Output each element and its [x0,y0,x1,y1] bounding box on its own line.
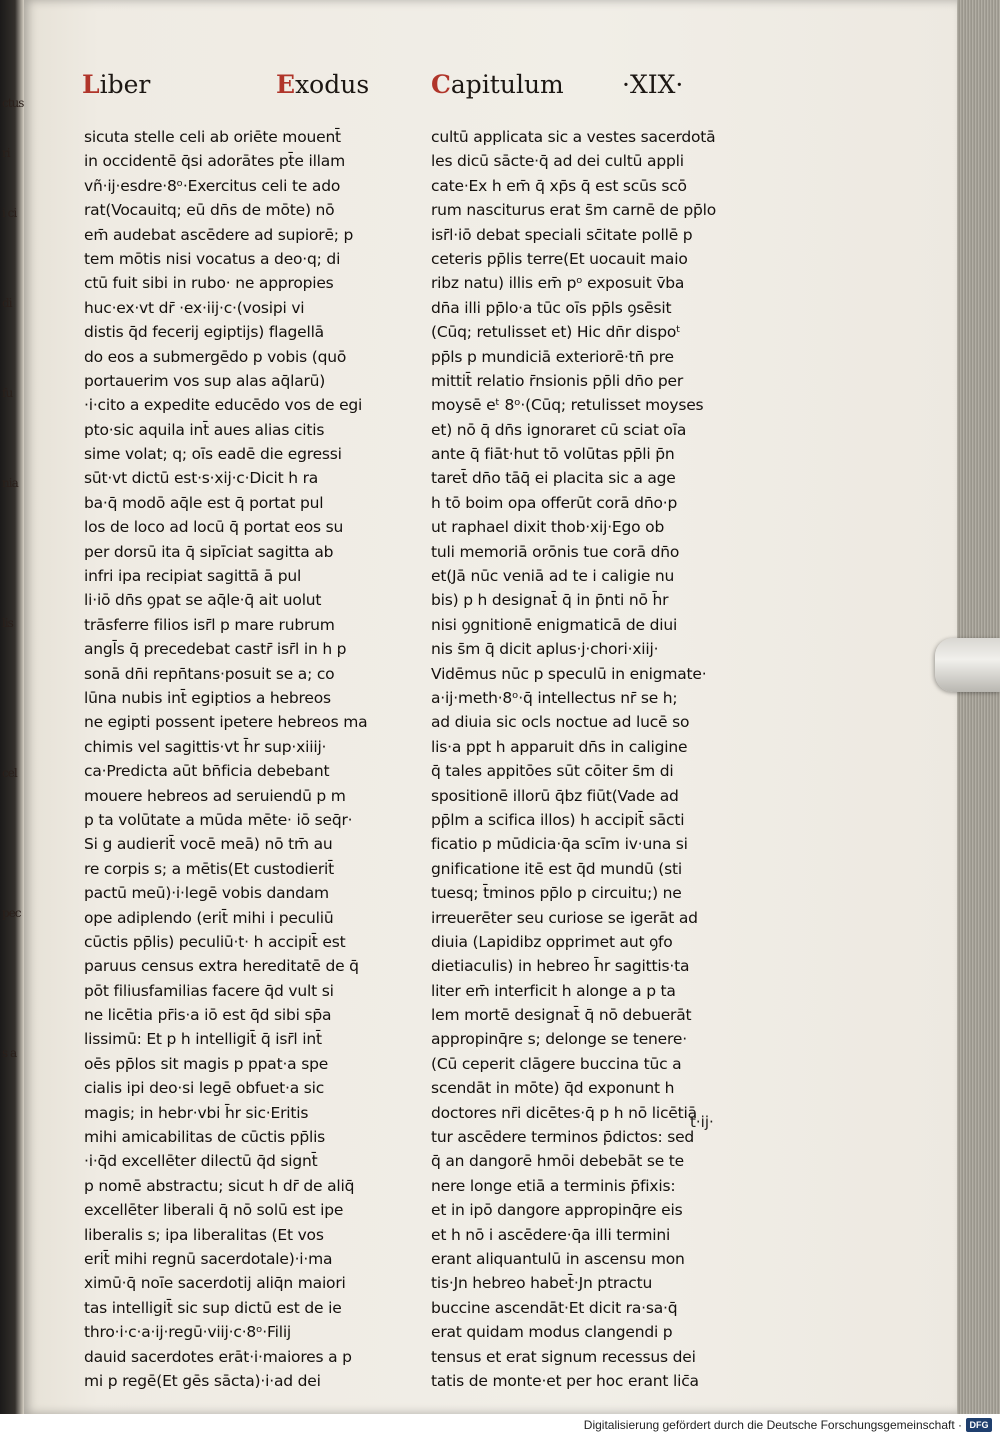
text-line: (Cū ceperit clāgere buccina tūc a [431,1054,682,1073]
text-line: lis·a ppt h apparuit dn̄s in caligine [431,737,688,756]
text-line: lūna nubis int̄ egiptios a hebreos [84,688,331,707]
fragment: s a [2,1046,17,1060]
text-line: p ta volūtate a mūda mēte· iō seq̄r· [84,810,353,829]
text-line: oēs pp̄los sit magis p ppat·a spe [84,1054,329,1073]
text-line: dietiaculis) in hebreo h̄r sagittis·ta [431,957,690,976]
text-line: chimis vel sagittis·vt h̄r sup·xiiij· [84,737,327,756]
text-line: ope adiplendo (erit̄ mihi i peculiū [84,908,334,927]
text-line: p nomē abstractu; sicut h dr̄ de aliq̄ [84,1176,355,1195]
text-line: trāsferre filios isr̄l p mare rubrum [84,615,335,634]
text-line: q̄ tales appitōes sūt cōiter s̄m di [431,762,674,781]
head-liber-text: iber [99,70,151,99]
text-line: portauerim vos sup alas aq̄larū) [84,371,326,390]
text-line: nere longe etiā a terminis p̄fixis: [431,1176,676,1195]
text-line: dauid sacerdotes erāt·i·maiores a p [84,1347,352,1366]
text-line: ne egipti possent ipetere hebreos ma [84,713,368,732]
text-line: vñ·ij·esdre·8ᵒ·Exercitus celi te ado [84,176,341,195]
text-line: mi p regē(Et gēs sācta)·i·ad dei [84,1371,321,1390]
text-line: isr̄l·iō debat speciali sc̄itate pollē p [431,225,693,244]
chapter-number: ·XIX· [622,70,684,99]
text-line: rum nasciturus erat s̄m carnē de pp̄lo [431,201,717,220]
fragment: nia [2,476,18,490]
rubric-initial: E [276,70,296,99]
text-line: excellēter liberali q̄ nō solū est ipe [84,1201,344,1220]
text-line: huc·ex·vt dr̄ ·ex·iij·c·(vosipi vi [84,298,305,317]
text-line: ximū·q̄ noīe sacerdotij aliq̄n maiori [84,1274,346,1293]
text-column-right [431,125,736,1393]
text-line: los de loco ad locū q̄ portat eos su [84,518,344,537]
text-line: ca·Predicta aūt bn̄ficia debebant [84,762,330,781]
text-line: irreuerēter seu curiose se igerāt ad [431,908,698,927]
head-book-text: Exodus [276,70,370,99]
text-line: sicuta stelle celi ab oriēte mouent̄ [84,128,341,146]
text-line: nisi ꝯgnitionē enigmaticā de diui [431,615,678,634]
text-line: ad diuia sic ocls noctue ad lucē so [431,713,690,732]
text-line: ·i·cito a expedite educēdo vos de egi [84,396,363,415]
text-line: erat quidam modus clangendi p [431,1323,673,1342]
text-line: erant aliquantulū in ascensu mon [431,1249,685,1268]
text-line: cialis ipi deo·si legē obfuet·a sic [84,1079,325,1098]
text-line: et h nō i ascēdere·q̄a illi termini [431,1225,671,1244]
text-line: distis q̄d fecerij egiptijs) flagellā [84,323,324,342]
text-line: tensus et erat signum recessus dei [431,1347,696,1366]
text-line: doctores nr̄i dicētes·q̄ p h nō licētiā [431,1103,697,1122]
text-line: liberalis s; ipa liberalitas (Et vos [84,1225,324,1244]
text-line: Si g audierit̄ vocē meā) nō tm̄ au [84,835,333,854]
text-line: cūctis pp̄lis) peculiū·t· h accipit̄ est [84,932,346,951]
text-line: pōt filiusfamilias facere q̄d vult si [84,981,334,1000]
text-line: appropinq̄re s; delonge se tenere· [431,1030,687,1049]
text-line: liter em̄ interficit h alonge a p ta [431,981,676,1000]
text-line: ficatio p mūdicia·q̄a scīm iv·una si [431,835,688,854]
text-line: ut raphael dixit thob·xij·Ego ob [431,518,665,537]
text-line: re corpis s; a mētis(Et custodierit̄ [84,859,335,878]
text-line: ceteris pp̄lis terre(Et uocauit maio [431,249,688,268]
text-line: lissimū: Et p h intelligit̄ q̄ isr̄l int̄ [84,1030,322,1049]
text-line: ba·q̄ modō aq̄le est q̄ portat pul [84,493,324,512]
page-clip-tab [935,638,1000,692]
text-line: Vidēmus nūc p speculū in enigmate· [431,664,707,683]
text-line: pp̄ls p mundiciā exteriorē·tn̄ pre [431,347,674,366]
text-line: cultū applicata sic a vestes sacerdotā [431,128,716,146]
fragment: ctus [2,96,24,110]
text-line: ante q̄ fiāt·hut tō volūtas pp̄li p̄n [431,445,675,464]
text-line: pp̄lm a scifica illos) h accipit̄ sācti [431,810,685,829]
fragment: di [2,296,12,310]
text-line: tuesq; t̄minos pp̄lo p circuitu;) ne [431,884,682,903]
text-line: do eos a submergēdo p vobis (quō [84,347,347,366]
text-line: mihi amicabilitas de cūctis pp̄lis [84,1128,326,1147]
text-line: sūt·vt dictū est·s·xij·c·Dicit h ra [84,469,319,488]
text-line: les dicū sācte·q̄ ad dei cultū appli [431,152,684,171]
text-line: em̄ audebat ascēdere ad supiorē; p [84,225,354,244]
text-line: erit̄ mihi regnū sacerdotale)·i·ma [84,1249,333,1268]
text-line: tatis de monte·et per hoc erant lic̄a [431,1371,699,1390]
page-block-edge [957,0,1000,1414]
text-line: pto·sic aquila int̄ aues alias citis [84,420,325,439]
text-line: mittit̄ relatio r̄nsionis pp̄li dn̄o per [431,371,684,390]
funding-credit: Digitalisierung gefördert durch die Deutsche Forschungsgemeinschaft · [583,1418,962,1432]
text-line: et in ipō dangore appropinq̄re eis [431,1201,683,1220]
footer-bar [0,1414,1000,1437]
text-line: diuia (Lapidibz opprimet aut ꝯfo [431,932,673,951]
text-line: (Cūq; retulisset et) Hic dn̄r dispoᵗ [431,323,681,342]
head-capitulum [431,70,564,99]
head-book [276,70,369,99]
text-line: tem mōtis nisi vocatus a deo·q; di [84,249,341,268]
text-line: nis s̄m q̄ dicit aplus·j·chori·xiij· [431,640,659,659]
text-line: scendāt in mōte) q̄d exponunt h [431,1079,675,1098]
text-line: in occidentē q̄si adorātes pt̄e illam [84,152,345,171]
fragment: fu [2,386,13,400]
text-line: sonā dn̄i repn̄tans·posuit se a; co [84,664,335,683]
fragment: pec [2,906,21,920]
rubric-initial: C [431,70,451,99]
text-line: infri ipa recipiat sagittā ā pul [84,567,302,586]
text-line: lem mortē designat̄ q̄ nō debuerāt [431,1006,692,1025]
text-line: tuli memoriā orōnis tue corā dn̄o [431,542,680,561]
text-line: bis) p h designat̄ q̄ in p̄nti nō h̄r [431,591,669,610]
text-line: h tō boim opa offerūt corā dn̄o·p [431,493,678,512]
rubric-initial: L [82,70,100,99]
text-line: pactū meū)·i·legē vobis dandam [84,884,329,903]
text-line: ne licētia pr̄is·a iō est q̄d sibi sp̄a [84,1006,332,1025]
fragment: lis [2,616,13,630]
text-line: magis; in hebr·vbi h̄r sic·Eritis [84,1103,309,1122]
text-line: thro·i·c·a·ij·regū·viij·c·8ᵒ·Filij [84,1323,292,1342]
text-line: spositionē illorū q̄bz fiūt(Vade ad [431,786,679,805]
text-line: gnificatione itē est q̄d mundū (sti [431,859,683,878]
text-line: rat(Vocauitq; eū dn̄s de mōte) nō [84,201,335,220]
text-line: angl̄s q̄ precedebat castr̄ isr̄l in h p [84,640,347,659]
text-line: ribz natu) illis em̄ pᵒ exposuit v̄ba [431,274,685,293]
text-line: paruus census extra hereditatē de q̄ [84,957,359,976]
text-line: buccine ascendāt·Et dicit ra·sa·q̄ [431,1298,678,1317]
text-line: et) nō q̄ dn̄s ignoraret cū sciat oīa [431,420,687,439]
text-line: sime volat; q; oīs eadē die egressi [84,445,342,464]
text-line: ctū fuit sibi in rubo· ne appropies [84,274,334,293]
text-line: li·iō dn̄s ꝯpat se aq̄le·q̄ ait uolut [84,591,322,610]
text-line: ·i·q̄d excellēter dilectū q̄d signt̄ [84,1152,318,1171]
fragment: ri [2,146,10,160]
text-line: cate·Ex h em̄ q̄ xp̄s q̄ est scūs scō [431,176,687,195]
running-head [0,70,1000,110]
dfg-logo: DFG [966,1418,992,1432]
text-line: et(Jā nūc veniā ad te i caligie nu [431,567,675,586]
head-capitulum-text: Capitulum [431,70,564,99]
text-line: per dorsū ita q̄ sipīciat sagitta ab [84,542,334,561]
fragment: cel [2,766,17,780]
text-line: moysē eᵗ 8ᵒ·(Cūq; retulisset moyses [431,396,704,415]
fragment: i ci [2,206,17,220]
signature-mark: t·ij· [690,1113,714,1131]
text-line: q̄ an dangorē hmōi debebāt se te [431,1152,685,1171]
text-line: tur ascēdere terminos p̄dictos: sed [431,1128,695,1147]
text-line: taret̄ dn̄o tāq̄ ei placita sic a age [431,469,676,488]
text-line: a·ij·meth·8ᵒ·q̄ intellectus nr̄ se h; [431,688,678,707]
text-line: tas intelligit̄ sic sup dictū est de ie [84,1298,342,1317]
text-line: dn̄a illi pp̄lo·a tūc oīs pp̄ls ꝯsēsit [431,298,672,317]
text-line: tis·Jn hebreo habet̄·Jn ptractu [431,1274,653,1293]
text-column-left [84,125,399,1393]
text-line: mouere hebreos ad seruiendū p m [84,786,346,805]
head-liber [82,70,150,99]
